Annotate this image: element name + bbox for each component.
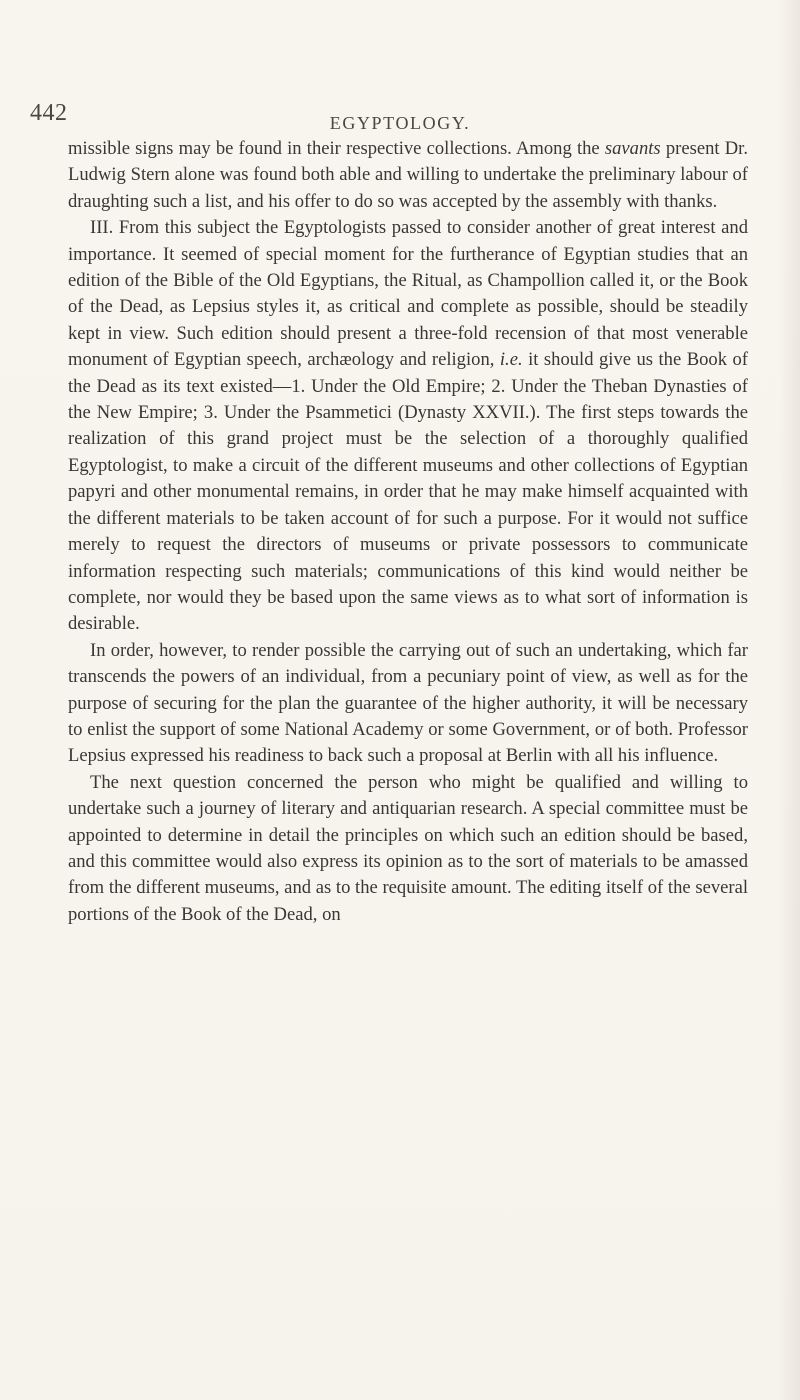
italic-term: savants: [604, 138, 661, 159]
text-run: it should give us the Book of the Dead as its text existed—1. Under the Old Empire; 2. Under the Theban Dynasties of the New Empire; 3. Under the Psammetici (Dynasty XXVII.). The first steps towards the realization of this grand project must be the selection of a thoroughly qualified Egyptologist, to make a circuit of the different museums and other collections of Egyptian papyri and other monumental remains, in order that he may make himself acquainted with the different materials to be taken account of for such a purpose. For it would not suffice merely to request the directors of museums or private possessors to communicate information respecting such materials; communications of this kind would neither be complete, nor would they be based upon the same views as to what sort of information is desirable.: [68, 349, 748, 635]
text-run: present Dr. Ludwig Stern alone was found both able and willing to undertake the preliminary labour of draughting such a list, and his offer to do so was accepted by the assembly with thanks.: [68, 138, 748, 212]
paragraph: [68, 638, 748, 770]
italic-term: i.e.: [499, 349, 523, 371]
text-run: The next question concerned the person who might be qualified and willing to undertake such a journey of literary and antiquarian research. A special committee must be appointed to determine in detail the principles on which such an edition should be based, and this committee would also express its opinion as to the sort of materials to be amassed from the different museums, and as to the requisite amount. The editing itself of the several portions of the Book of the Dead, on: [68, 771, 748, 925]
running-head: EGYPTOLOGY.: [329, 113, 471, 133]
paragraph: [68, 770, 748, 928]
text-run: In order, however, to render possible the carrying out of such an undertaking, which far transcends the powers of an individual, from a pecuniary point of view, as well as for the purpose of securing for the plan the guarantee of the higher authority, it will be necessary to enlist the support of some National Academy or some Government, or of both. Professor Lepsius expressed his readiness to back such a proposal at Berlin with all his influence.: [68, 639, 748, 767]
paragraph: [68, 215, 748, 638]
text-run: III. From this subject the Egyptologists passed to consider another of great interest and importance. It seemed of special moment for the furtherance of Egyptian studies that an edition of the Bible of the Old Egyptians, the Ritual, as Champollion called it, or the Book of the Dead, as Lepsius styles it, as critical and complete as possible, should be steadily kept in view. Such edition should present a three-fold recension of that most venerable monument of Egyptian speech, archæology and religion,: [68, 217, 748, 371]
paragraph: [68, 136, 748, 215]
page-gutter-shadow: [778, 0, 800, 1400]
page-number: 442: [30, 100, 68, 126]
body-text: [68, 136, 748, 928]
text-run: missible signs may be found in their respective collections. Among the: [68, 138, 605, 159]
